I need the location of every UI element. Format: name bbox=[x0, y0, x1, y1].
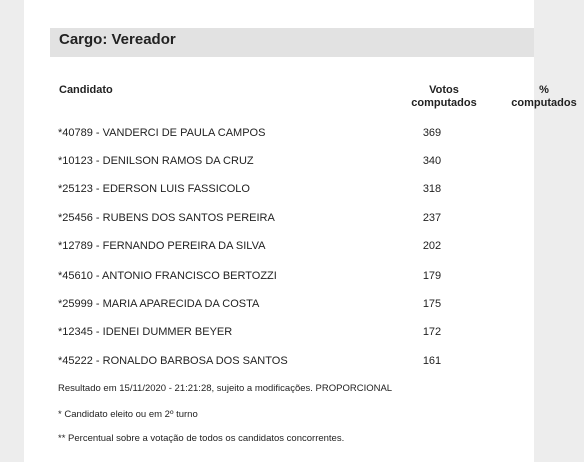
column-header-votes-line1: Votos bbox=[429, 84, 459, 96]
results-page bbox=[24, 0, 577, 462]
candidate-votes: 161 bbox=[422, 355, 442, 367]
candidate-name: *45610 - ANTONIO FRANCISCO BERTOZZI bbox=[58, 270, 277, 282]
candidate-name: *25456 - RUBENS DOS SANTOS PEREIRA bbox=[58, 212, 275, 224]
column-header-percent bbox=[504, 84, 584, 110]
column-header-candidate: Candidato bbox=[59, 84, 113, 96]
elected-footnote: * Candidato eleito ou em 2º turno bbox=[58, 409, 198, 420]
cargo-title: Cargo: Vereador bbox=[59, 31, 176, 48]
percent-footnote: ** Percentual sobre a votação de todos os candidatos concorrentes. bbox=[58, 433, 345, 444]
candidate-votes: 369 bbox=[422, 127, 442, 139]
candidate-name: *40789 - VANDERCI DE PAULA CAMPOS bbox=[58, 127, 266, 139]
column-header-votes bbox=[394, 84, 494, 110]
candidate-name: *12789 - FERNANDO PEREIRA DA SILVA bbox=[58, 240, 266, 252]
cargo-header-bar bbox=[50, 28, 534, 57]
candidate-votes: 340 bbox=[422, 155, 442, 167]
candidate-name: *25123 - EDERSON LUIS FASSICOLO bbox=[58, 183, 250, 195]
candidate-votes: 318 bbox=[422, 183, 442, 195]
candidate-votes: 175 bbox=[422, 298, 442, 310]
candidate-name: *25999 - MARIA APARECIDA DA COSTA bbox=[58, 298, 260, 310]
candidate-name: *45222 - RONALDO BARBOSA DOS SANTOS bbox=[58, 355, 288, 367]
column-header-percent-line2: computados bbox=[511, 97, 577, 109]
candidate-name: *10123 - DENILSON RAMOS DA CRUZ bbox=[58, 155, 254, 167]
candidate-votes: 179 bbox=[422, 270, 442, 282]
column-header-votes-line2: computados bbox=[411, 97, 477, 109]
candidate-votes: 237 bbox=[422, 212, 442, 224]
candidate-votes: 172 bbox=[422, 326, 442, 338]
result-timestamp-note: Resultado em 15/11/2020 - 21:21:28, sujeito a modificações. PROPORCIONAL bbox=[58, 383, 393, 394]
candidate-votes: 202 bbox=[422, 240, 442, 252]
candidate-name: *12345 - IDENEI DUMMER BEYER bbox=[58, 326, 233, 338]
column-header-percent-line1: % bbox=[539, 84, 549, 96]
